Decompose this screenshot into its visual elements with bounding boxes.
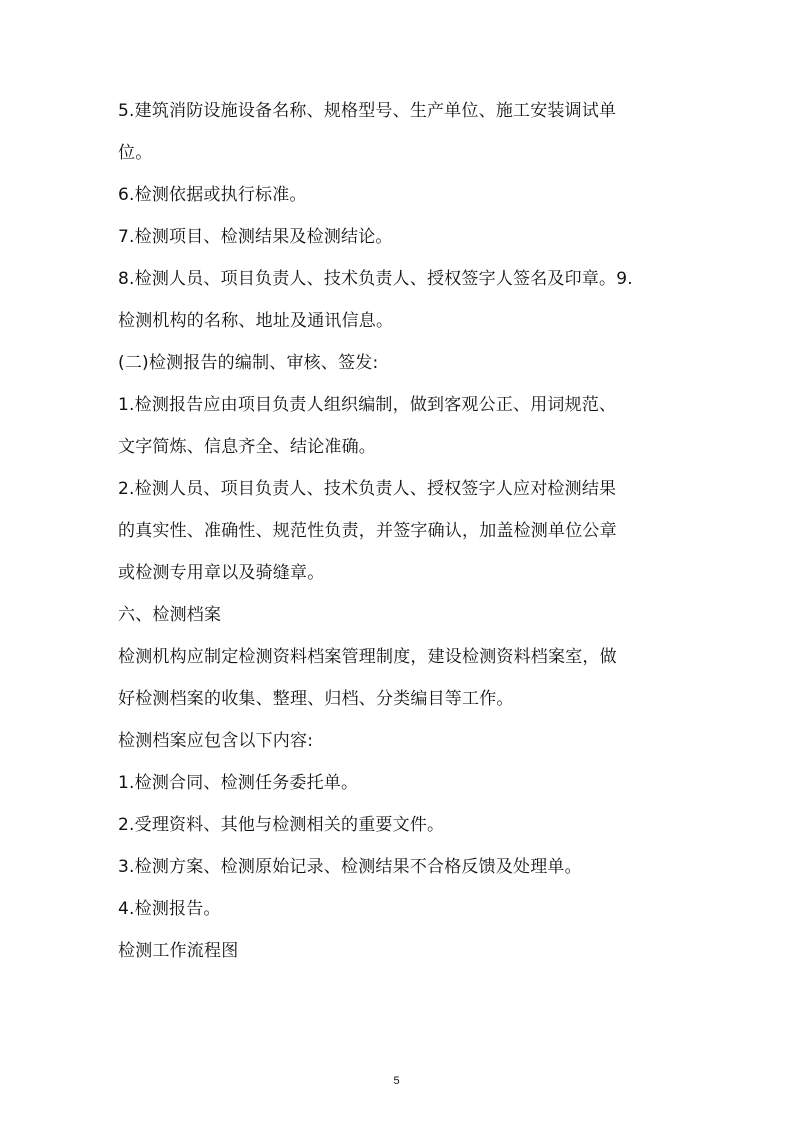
text-line: 文字简炼、信息齐全、结论准确。 bbox=[118, 437, 376, 457]
section-heading: (二)检测报告的编制、审核、签发: bbox=[118, 353, 379, 373]
text-line: 的真实性、准确性、规范性负责，并签字确认，加盖检测单位公章 bbox=[118, 521, 617, 541]
text-line: 2.检测人员、项目负责人、技术负责人、授权签字人应对检测结果 bbox=[118, 479, 617, 499]
section-heading: 检测工作流程图 bbox=[118, 941, 239, 961]
text-line: 2.受理资料、其他与检测相关的重要文件。 bbox=[118, 815, 445, 835]
text-line: 或检测专用章以及骑缝章。 bbox=[118, 563, 325, 583]
section-heading: 六、检测档案 bbox=[118, 605, 222, 625]
text-line: 检测档案应包含以下内容: bbox=[118, 731, 314, 751]
text-line: 检测机构应制定检测资料档案管理制度，建设检测资料档案室，做 bbox=[118, 647, 617, 667]
text-line: 4.检测报告。 bbox=[118, 899, 221, 919]
text-line: 好检测档案的收集、整理、归档、分类编目等工作。 bbox=[118, 689, 514, 709]
page-number: 5 bbox=[393, 1075, 400, 1087]
text-line: 7.检测项目、检测结果及检测结论。 bbox=[118, 227, 393, 247]
text-line: 8.检测人员、项目负责人、技术负责人、授权签字人签名及印章。9. bbox=[118, 269, 633, 289]
text-line: 1.检测报告应由项目负责人组织编制，做到客观公正、用词规范、 bbox=[118, 395, 617, 415]
text-line: 1.检测合同、检测任务委托单。 bbox=[118, 773, 359, 793]
text-line: 6.检测依据或执行标准。 bbox=[118, 185, 307, 205]
text-line: 5.建筑消防设施设备名称、规格型号、生产单位、施工安装调试单 bbox=[118, 101, 617, 121]
text-line: 位。 bbox=[118, 143, 153, 163]
text-line: 检测机构的名称、地址及通讯信息。 bbox=[118, 311, 394, 331]
text-line: 3.检测方案、检测原始记录、检测结果不合格反馈及处理单。 bbox=[118, 857, 582, 877]
